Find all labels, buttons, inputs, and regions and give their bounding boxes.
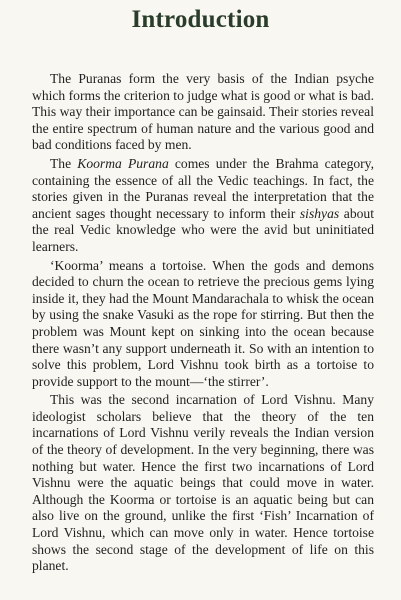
paragraph (32, 392, 374, 575)
paragraph-text: ‘Koorma’ means a tortoise. When the gods and demons decided to churn the ocean to retrieve the precious gems lying inside it, they had the Mount Mandarachala to whisk the ocean by using the snake Vasuki as the rope for stirring. But then the problem was Mount kept on sinking into the ocean because there wasn’t any support underneath it. So with an intention to solve this problem, Lord Vishnu took birth as a tortoise to provide support to the mount—‘the stirrer’. (32, 257, 374, 389)
paragraph-text: The Puranas form the very basis of the Indian psyche which forms the criterion to judge what is good or what is bad. This way their importance can be gainsaid. Their stories reveal the entire spectrum of human nature and the various good and bad conditions faced by men. (32, 71, 374, 153)
paragraph (32, 258, 374, 391)
book-title-italic: Koorma Purana (77, 155, 169, 171)
term-italic: sishyas (299, 205, 340, 221)
body-text (32, 71, 374, 577)
page-title: Introduction (131, 6, 270, 33)
paragraph-text: comes under the Brahma category, containing the essence of all the Vedic teachings. In fact, the stories given in the Puranas reveal the interpretation that the ancient sages thought necessary to inform their (32, 155, 374, 221)
paragraph (32, 71, 374, 154)
paragraph-text: This was the second incarnation of Lord Vishnu. Many ideologist scholars believe that the theory of the ten incarnations of Lord Vishnu verily reveals the Indian version of the theory of development. In the very beginning, there was nothing but water. Hence the first two incarnations of Lord Vishnu were the aquatic beings that could move in water. Although the Koorma or tortoise is an aquatic being but can also live on the ground, unlike the first ‘Fish’ Incarnation of Lord Vishnu, which can move only in water. Hence tortoise shows the second stage of the development of life on this planet. (32, 392, 374, 574)
paragraph-text: about the real Vedic knowledge who were the avid but uninitiated learners. (32, 205, 374, 254)
paragraph (32, 156, 374, 256)
paragraph-text: The (50, 155, 78, 171)
